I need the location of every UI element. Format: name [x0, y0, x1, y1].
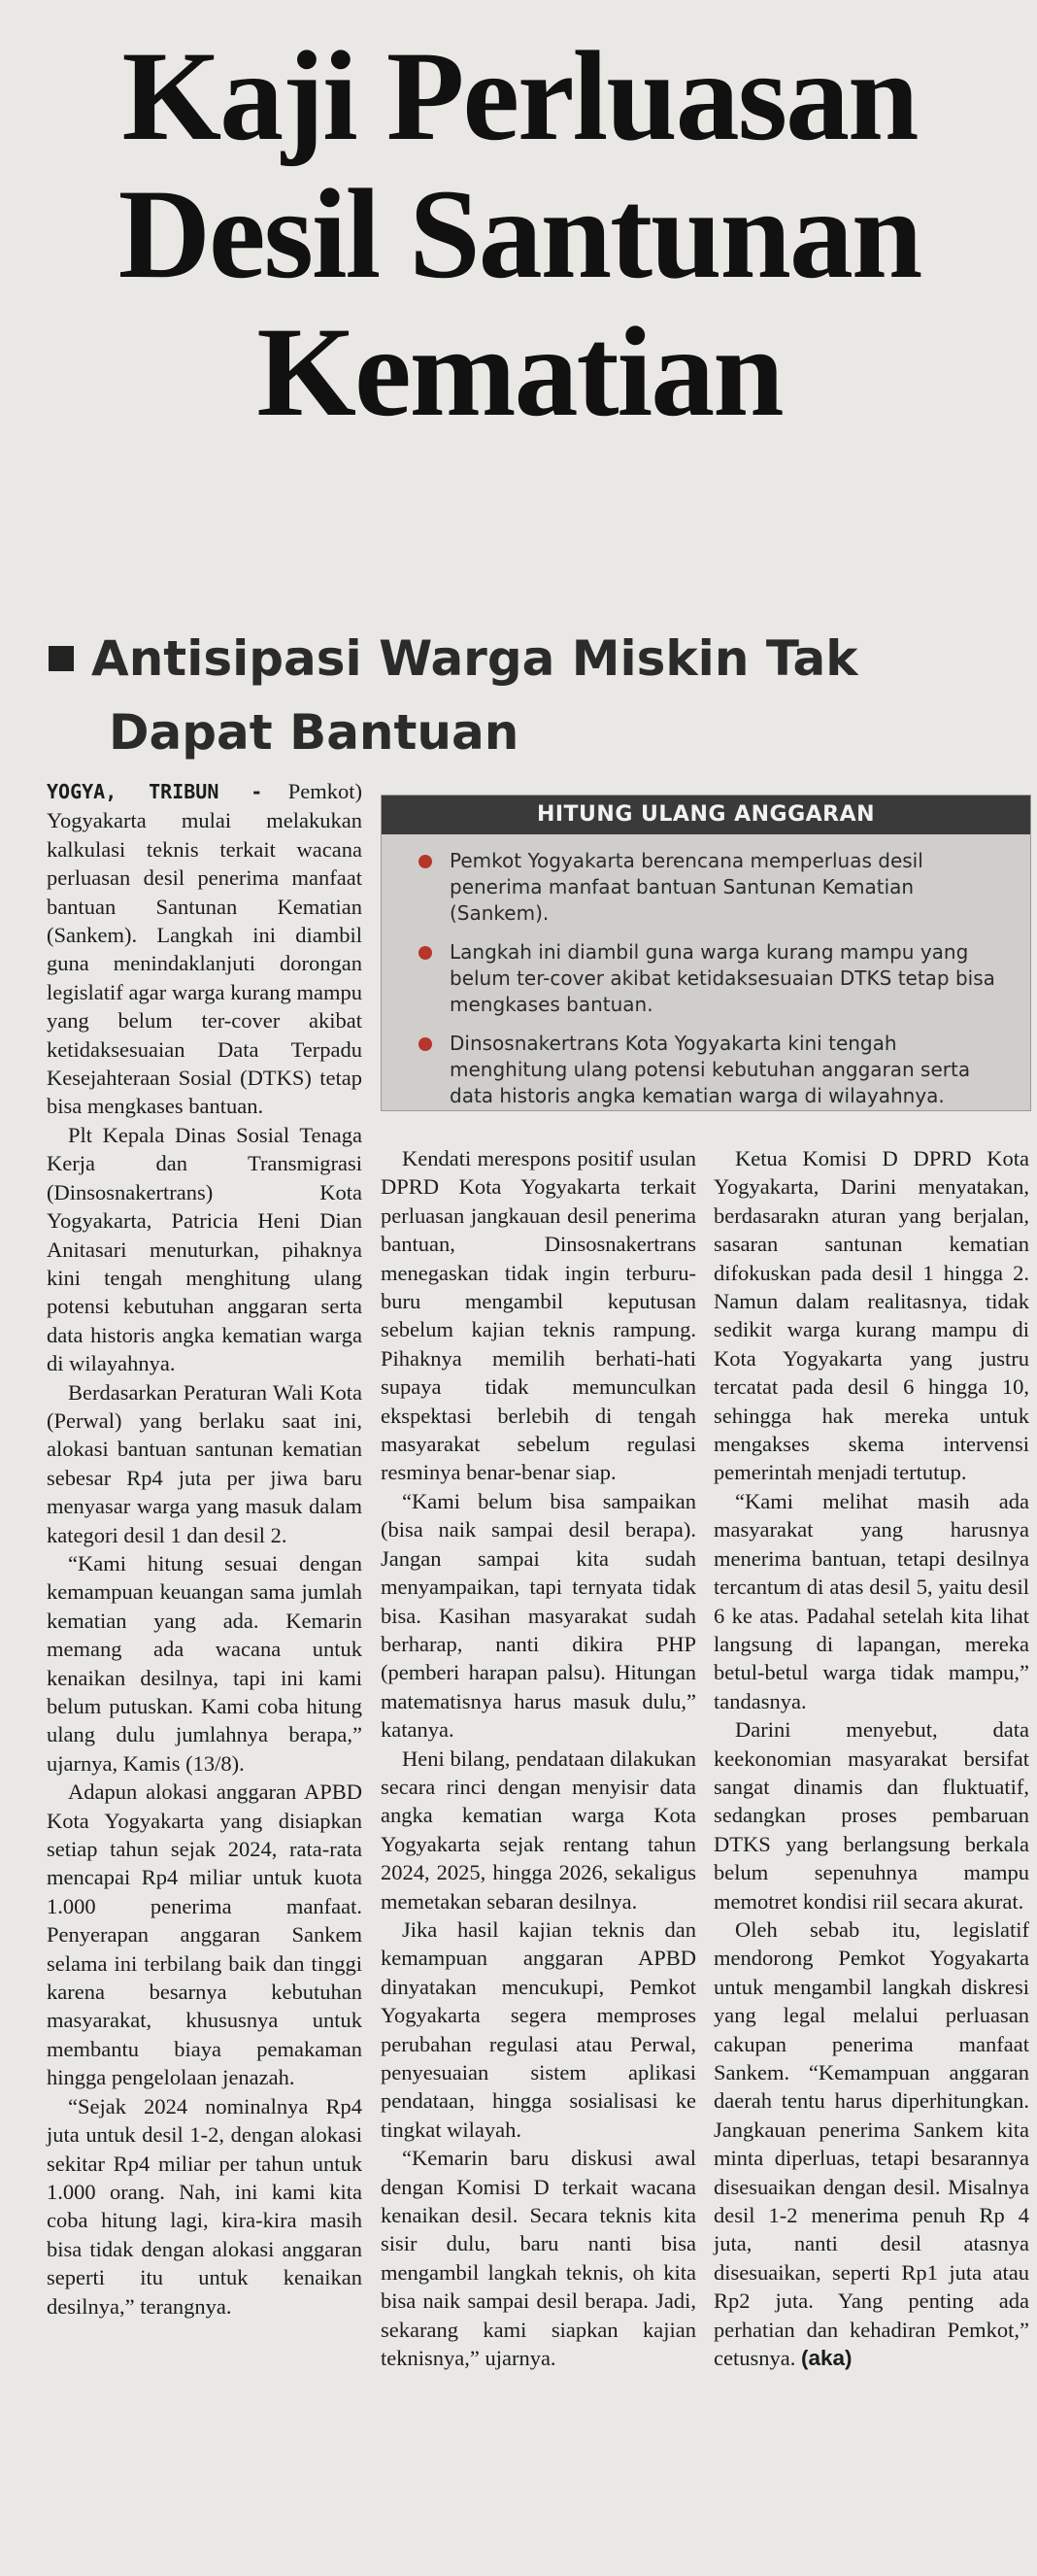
- info-box-item: Dinsosnakertrans Kota Yogyakarta kini tengah menghitung ulang potensi kebutuhan anggaran serta data historis angka kematian warga di wilayahnya.: [418, 1031, 1011, 1109]
- article-column-3: [714, 1144, 1029, 2372]
- red-bullet-icon: [418, 946, 432, 960]
- article-paragraph: Berdasarkan Peraturan Wali Kota (Perwal) yang berlaku saat ini, alokasi bantuan santunan kematian sebesar Rp4 juta per jiwa baru menyasar warga yang masuk dalam kategori desil 1 dan desil 2.: [47, 1379, 362, 1547]
- article-paragraph: Ketua Komisi D DPRD Kota Yogyakarta, Darini menyatakan, berdasarakn aturan yang berjalan, sasaran santunan kematian difokuskan pada desil 1 hingga 2. Namun dalam realitasnya, tidak sedikit warga kurang mampu di Kota Yogyakarta yang justru tercatat pada desil 6 hingga 10, sehingga hak mereka untuk mengakses skema intervensi pemerintah menjadi tertutup.: [714, 1146, 1029, 1485]
- article-paragraph: Adapun alokasi anggaran APBD Kota Yogyakarta yang disiapkan setiap tahun sejak 2024, rata-rata mencapai Rp4 miliar untuk kuota 1.000 penerima manfaat. Penyerapan anggaran Sankem selama ini terbilang baik dan tinggi karena besarnya kebutuhan masyarakat, khususnya untuk membantu biaya pemakaman hingga pengelolaan jenazah.: [47, 1779, 362, 2090]
- article-paragraph: “Kemarin baru diskusi awal dengan Komisi D terkait wacana kenaikan desil. Secara teknis kita sisir dulu, baru nanti bisa mengambil langkah teknis, oh kita bisa naik sampai desil berapa. Jadi, sekarang kami siapkan kajian teknisnya,” ujarnya.: [381, 2146, 696, 2371]
- info-box-title: HITUNG ULANG ANGGARAN: [382, 796, 1030, 834]
- red-bullet-icon: [418, 1037, 432, 1051]
- info-box-list: [382, 834, 1030, 1109]
- dateline: YOGYA, TRIBUN -: [47, 780, 263, 803]
- info-box-item: Langkah ini diambil guna warga kurang mampu yang belum ter-cover akibat ketidaksesuaian DTKS tetap bisa mengkases bantuan.: [418, 939, 1011, 1018]
- headline-line-1: Kaji Perluasan: [121, 24, 918, 167]
- article-paragraph: Jika hasil kajian teknis dan kemampuan anggaran APBD dinyatakan mencukupi, Pemkot Yogyakarta segera memproses perubahan regulasi atau Perwal, penyesuaian sistem aplikasi pendataan, hingga sosialisasi ke tingkat wilayah.: [381, 1916, 696, 2142]
- article-paragraph: Oleh sebab itu, legislatif mendorong Pemkot Yogyakarta untuk mengambil langkah diskresi yang legal melalui perluasan cakupan penerima manfaat Sankem. “Kemampuan anggaran daerah tentu harus diperhitungkan. Jangkauan penerima Sankem kita minta diperluas, tetapi besarannya disesuaikan dengan desil. Misalnya desil 1-2 menerima penuh Rp 4 juta, nanti desil atasnya disesuaikan, seperti Rp1 juta atau Rp2 juta. Yang penting ada perhatian dan kehadiran Pemkot,” cetusnya. (aka): [714, 1916, 1029, 2371]
- red-bullet-icon: [418, 855, 432, 868]
- article-paragraph: “Kami hitung sesuai dengan kemampuan keuangan sama jumlah kematian yang ada. Kemarin memang ada wacana untuk kenaikan desilnya, tapi ini kami belum putuskan. Kami coba hitung ulang dulu jumlahnya berapa,” ujarnya, Kamis (13/8).: [47, 1550, 362, 1776]
- headline: [29, 24, 1010, 443]
- article-paragraph: “Kami belum bisa sampaikan (bisa naik sampai desil berapa). Jangan sampai kita sudah menyampaikan, tapi ternyata tidak bisa. Kasihan masyarakat sudah berharap, nanti dikira PHP (pemberi harapan palsu). Hitungan matematisnya harus masuk dulu,” katanya.: [381, 1488, 696, 1743]
- info-box: [381, 795, 1031, 1111]
- subheadline: [49, 622, 1020, 769]
- article-paragraph: Plt Kepala Dinas Sosial Tenaga Kerja dan Transmigrasi (Dinsosnakertrans) Kota Yogyakarta, Patricia Heni Dian Anitasari menuturkan, pihaknya kini tengah menghitung ulang potensi kebutuhan anggaran serta data historis angka kematian warga di wilayahnya.: [47, 1122, 362, 1376]
- info-box-item: Pemkot Yogyakarta berencana memperluas desil penerima manfaat bantuan Santunan Kematian (Sankem).: [418, 848, 1011, 927]
- author-signature: (aka): [800, 2346, 853, 2371]
- headline-line-3: Kematian: [256, 300, 783, 443]
- article-paragraph: Heni bilang, pendataan dilakukan secara rinci dengan menyisir data angka kematian warga Kota Yogyakarta sejak rentang tahun 2024, 2025, hingga 2026, sekaligus memetakan sebaran desilnya.: [381, 1746, 696, 1914]
- article-paragraph: “Kami melihat masih ada masyarakat yang harusnya menerima bantuan, tetapi desilnya tercantum di atas desil 5, yaitu desil 6 ke atas. Padahal setelah kita lihat langsung di lapangan, mereka betul-betul warga tidak mampu,” tandasnya.: [714, 1488, 1029, 1713]
- headline-line-2: Desil Santunan: [117, 162, 921, 305]
- article-paragraph: Kendati merespons positif usulan DPRD Kota Yogyakarta terkait perluasan jangkauan desil penerima bantuan, Dinsosnakertrans menegaskan tidak ingin terburu-buru mengambil keputusan sebelum kajian teknis rampung. Pihaknya memilih berhati-hati supaya tidak memunculkan ekspektasi berlebih di tengah masyarakat sebelum regulasi resminya benar-benar siap.: [381, 1146, 696, 1485]
- subheadline-line-2: Dapat Bantuan: [109, 704, 519, 761]
- article-paragraph: “Sejak 2024 nominalnya Rp4 juta untuk desil 1-2, dengan alokasi sekitar Rp4 miliar per tahun untuk 1.000 orang. Nah, ini kami kita coba hitung lagi, kira-kira masih bisa tidak dengan alokasi anggaran seperti itu untuk kenaikan desilnya,” terangnya.: [47, 2093, 362, 2319]
- article-column-2: [381, 1144, 696, 2372]
- article-paragraph: Darini menyebut, data keekonomian masyarakat bersifat sangat dinamis dan fluktuatif, sedangkan proses pembaruan DTKS yang berlangsung berkala belum sepenuhnya mampu memotret kondisi riil secara akurat.: [714, 1717, 1029, 1914]
- square-bullet-icon: [49, 646, 74, 671]
- subheadline-line-1: Antisipasi Warga Miskin Tak: [91, 630, 858, 687]
- article-column-1: [47, 777, 362, 2321]
- article-paragraph: YOGYA, TRIBUN - Pemkot) Yogyakarta mulai melakukan kalkulasi teknis terkait wacana perluasan desil penerima manfaat bantuan Santunan Kematian (Sankem). Langkah ini diambil guna menindaklanjuti dorongan legislatif agar warga kurang mampu yang belum ter-cover akibat ketidaksesuaian Data Terpadu Kesejahteraan Sosial (DTKS) tetap bisa mengkases bantuan.: [47, 779, 363, 1119]
